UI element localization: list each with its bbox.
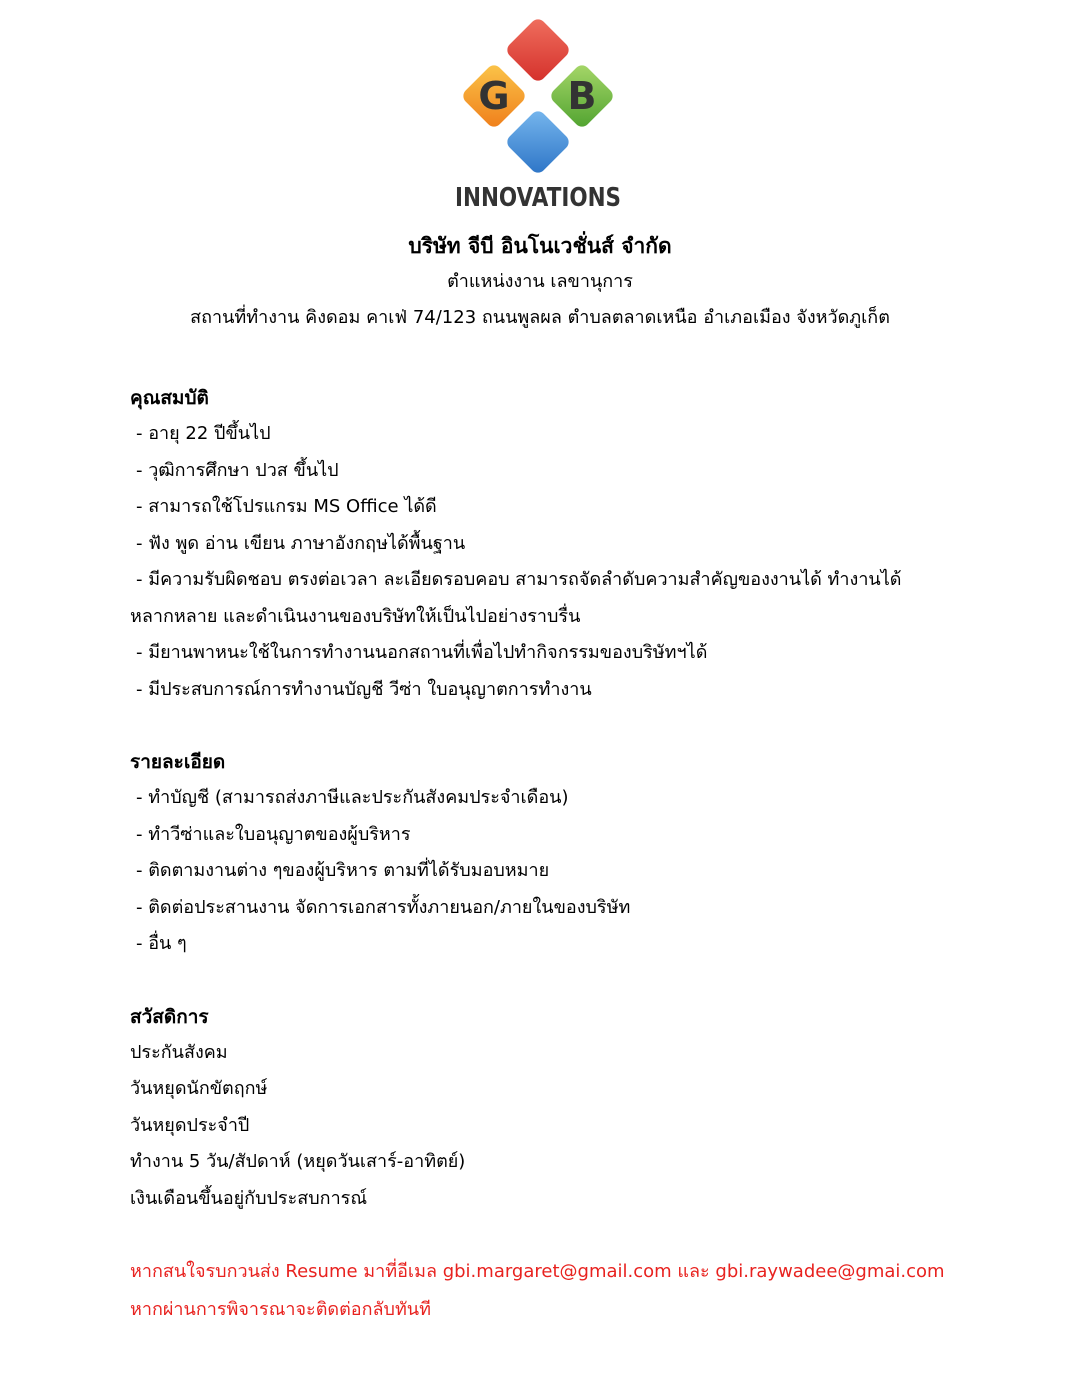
qualification-item: - มียานพาหนะใช้ในการทำงานนอกสถานที่เพื่อไปทำกิจกรรมของบริษัทฯได้ xyxy=(136,642,708,663)
company-logo xyxy=(452,18,624,214)
detail-item: - อื่น ๆ xyxy=(136,933,187,954)
qualification-item: - มีความรับผิดชอบ ตรงต่อเวลา ละเอียดรอบคอบ สามารถจัดลำดับความสำคัญของงานได้ ทำงานได้ xyxy=(136,569,902,590)
details-title: รายละเอียด xyxy=(130,751,226,773)
qualifications-section xyxy=(130,380,950,708)
logo-brand-text: INNOVATIONS xyxy=(455,183,621,213)
company-name: บริษัท จีบี อินโนเวชั่นส์ จำกัด xyxy=(408,234,672,258)
section-spacer xyxy=(130,708,950,744)
benefits-section xyxy=(130,999,950,1218)
contact-followup: หากผ่านการพิจารณาจะติดต่อกลับทันที xyxy=(130,1299,431,1320)
job-position: ตำแหน่งงาน เลขานุการ xyxy=(447,271,633,292)
benefit-item: ทำงาน 5 วัน/สัปดาห์ (หยุดวันเสาร์-อาทิตย์) xyxy=(130,1151,466,1172)
qualification-item: - มีประสบการณ์การทำงานบัญชี วีซ่า ใบอนุญาตการทำงาน xyxy=(136,678,592,700)
qualification-item: - วุฒิการศึกษา ปวส ขึ้นไป xyxy=(136,459,339,481)
benefit-item: เงินเดือนขึ้นอยู่กับประสบการณ์ xyxy=(130,1187,368,1209)
detail-item: - ทำวีซ่าและใบอนุญาตของผู้บริหาร xyxy=(136,823,411,845)
qualification-item: - ฟัง พูด อ่าน เขียน ภาษาอังกฤษได้พื้นฐาน xyxy=(136,532,466,554)
logo-letter-g: G xyxy=(478,74,510,118)
logo-diamond-bottom xyxy=(504,108,572,176)
detail-item: - ติดตามงานต่าง ๆของผู้บริหาร ตามที่ได้รับมอบหมาย xyxy=(136,860,550,881)
benefit-item: ประกันสังคม xyxy=(130,1041,228,1063)
logo-diamond-top xyxy=(504,16,572,84)
benefits-title: สวัสดิการ xyxy=(130,1005,209,1028)
qualifications-title: คุณสมบัติ xyxy=(130,387,209,409)
detail-item: - ทำบัญชี (สามารถส่งภาษีและประกันสังคมประจำเดือน) xyxy=(136,787,569,808)
section-spacer xyxy=(130,1217,950,1253)
logo-letter-b: B xyxy=(567,74,597,118)
qualification-item: - สามารถใช้โปรแกรม MS Office ได้ดี xyxy=(136,496,437,517)
document-body xyxy=(130,380,950,1329)
detail-item: - ติดต่อประสานงาน จัดการเอกสารทั้งภายนอก/ภายในของบริษัท xyxy=(136,896,631,918)
qualification-item: - อายุ 22 ปีขึ้นไป xyxy=(136,423,271,444)
document-header xyxy=(0,228,1080,336)
contact-instruction: หากสนใจรบกวนส่ง Resume มาที่อีเมล gbi.margaret@gmail.com และ gbi.raywadee@gmai.com xyxy=(130,1261,945,1282)
work-location: สถานที่ทำงาน คิงดอม คาเฟ่ 74/123 ถนนพูลผล ตำบลตลาดเหนือ อำเภอเมือง จังหวัดภูเก็ต xyxy=(190,307,890,328)
gb-innovations-logo xyxy=(452,18,624,214)
qualification-item-continued: หลากหลาย และดำเนินงานของบริษัทให้เป็นไปอย่างราบรื่น xyxy=(130,605,581,627)
benefit-item: วันหยุดนักขัตฤกษ์ xyxy=(130,1078,268,1099)
section-spacer xyxy=(130,963,950,999)
benefit-item: วันหยุดประจำปี xyxy=(130,1114,250,1136)
details-section xyxy=(130,744,950,963)
contact-section xyxy=(130,1253,950,1329)
